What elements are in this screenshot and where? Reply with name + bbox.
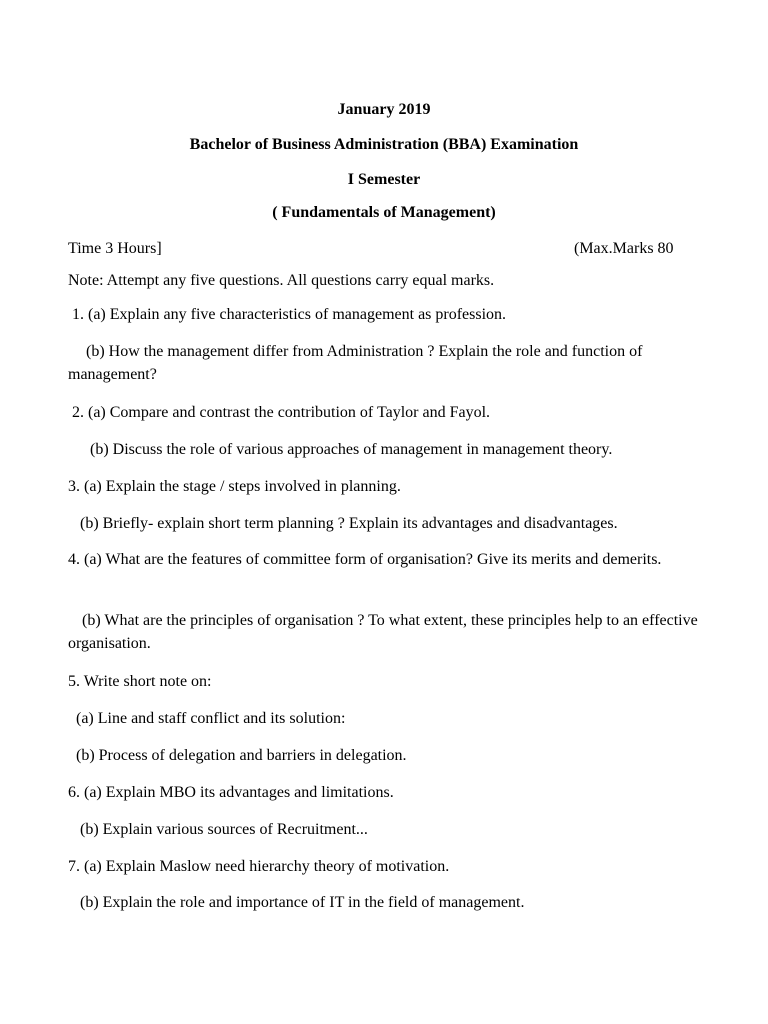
question-5b: (b) Process of delegation and barriers in delegation. [76,747,407,764]
question-3b: (b) Briefly- explain short term planning ? Explain its advantages and disadvantages. [80,515,618,532]
question-1a: 1. (a) Explain any five characteristics of management as profession. [72,306,507,323]
question-2b: (b) Discuss the role of various approaches of management in management theory. [90,441,613,458]
question-1b: (b) How the management differ from Administration ? Explain the role and function of management? [68,343,643,383]
time-label: Time 3 Hours] [68,240,162,257]
question-5a: (a) Line and staff conflict and its solution: [76,710,346,727]
question-7b: (b) Explain the role and importance of IT in the field of management. [80,894,525,911]
question-6a: 6. (a) Explain MBO its advantages and limitations. [68,784,394,801]
question-4b: (b) What are the principles of organisation ? To what extent, these principles help to an effective organisation. [68,612,698,652]
max-marks: (Max.Marks 80 [574,240,674,257]
question-6b: (b) Explain various sources of Recruitment... [80,821,368,838]
question-2a: 2. (a) Compare and contrast the contribution of Taylor and Fayol. [72,404,491,421]
exam-date: January 2019 [337,101,431,118]
question-7a: 7. (a) Explain Maslow need hierarchy theory of motivation. [68,858,450,875]
semester: I Semester [347,171,421,188]
question-4a: 4. (a) What are the features of committee form of organisation? Give its merits and demerits. [68,551,662,568]
question-5: 5. Write short note on: [68,673,212,690]
note: Note: Attempt any five questions. All questions carry equal marks. [68,272,495,289]
subject: ( Fundamentals of Management) [272,204,496,221]
exam-title: Bachelor of Business Administration (BBA) Examination [189,136,579,153]
question-3a: 3. (a) Explain the stage / steps involved in planning. [68,478,401,495]
